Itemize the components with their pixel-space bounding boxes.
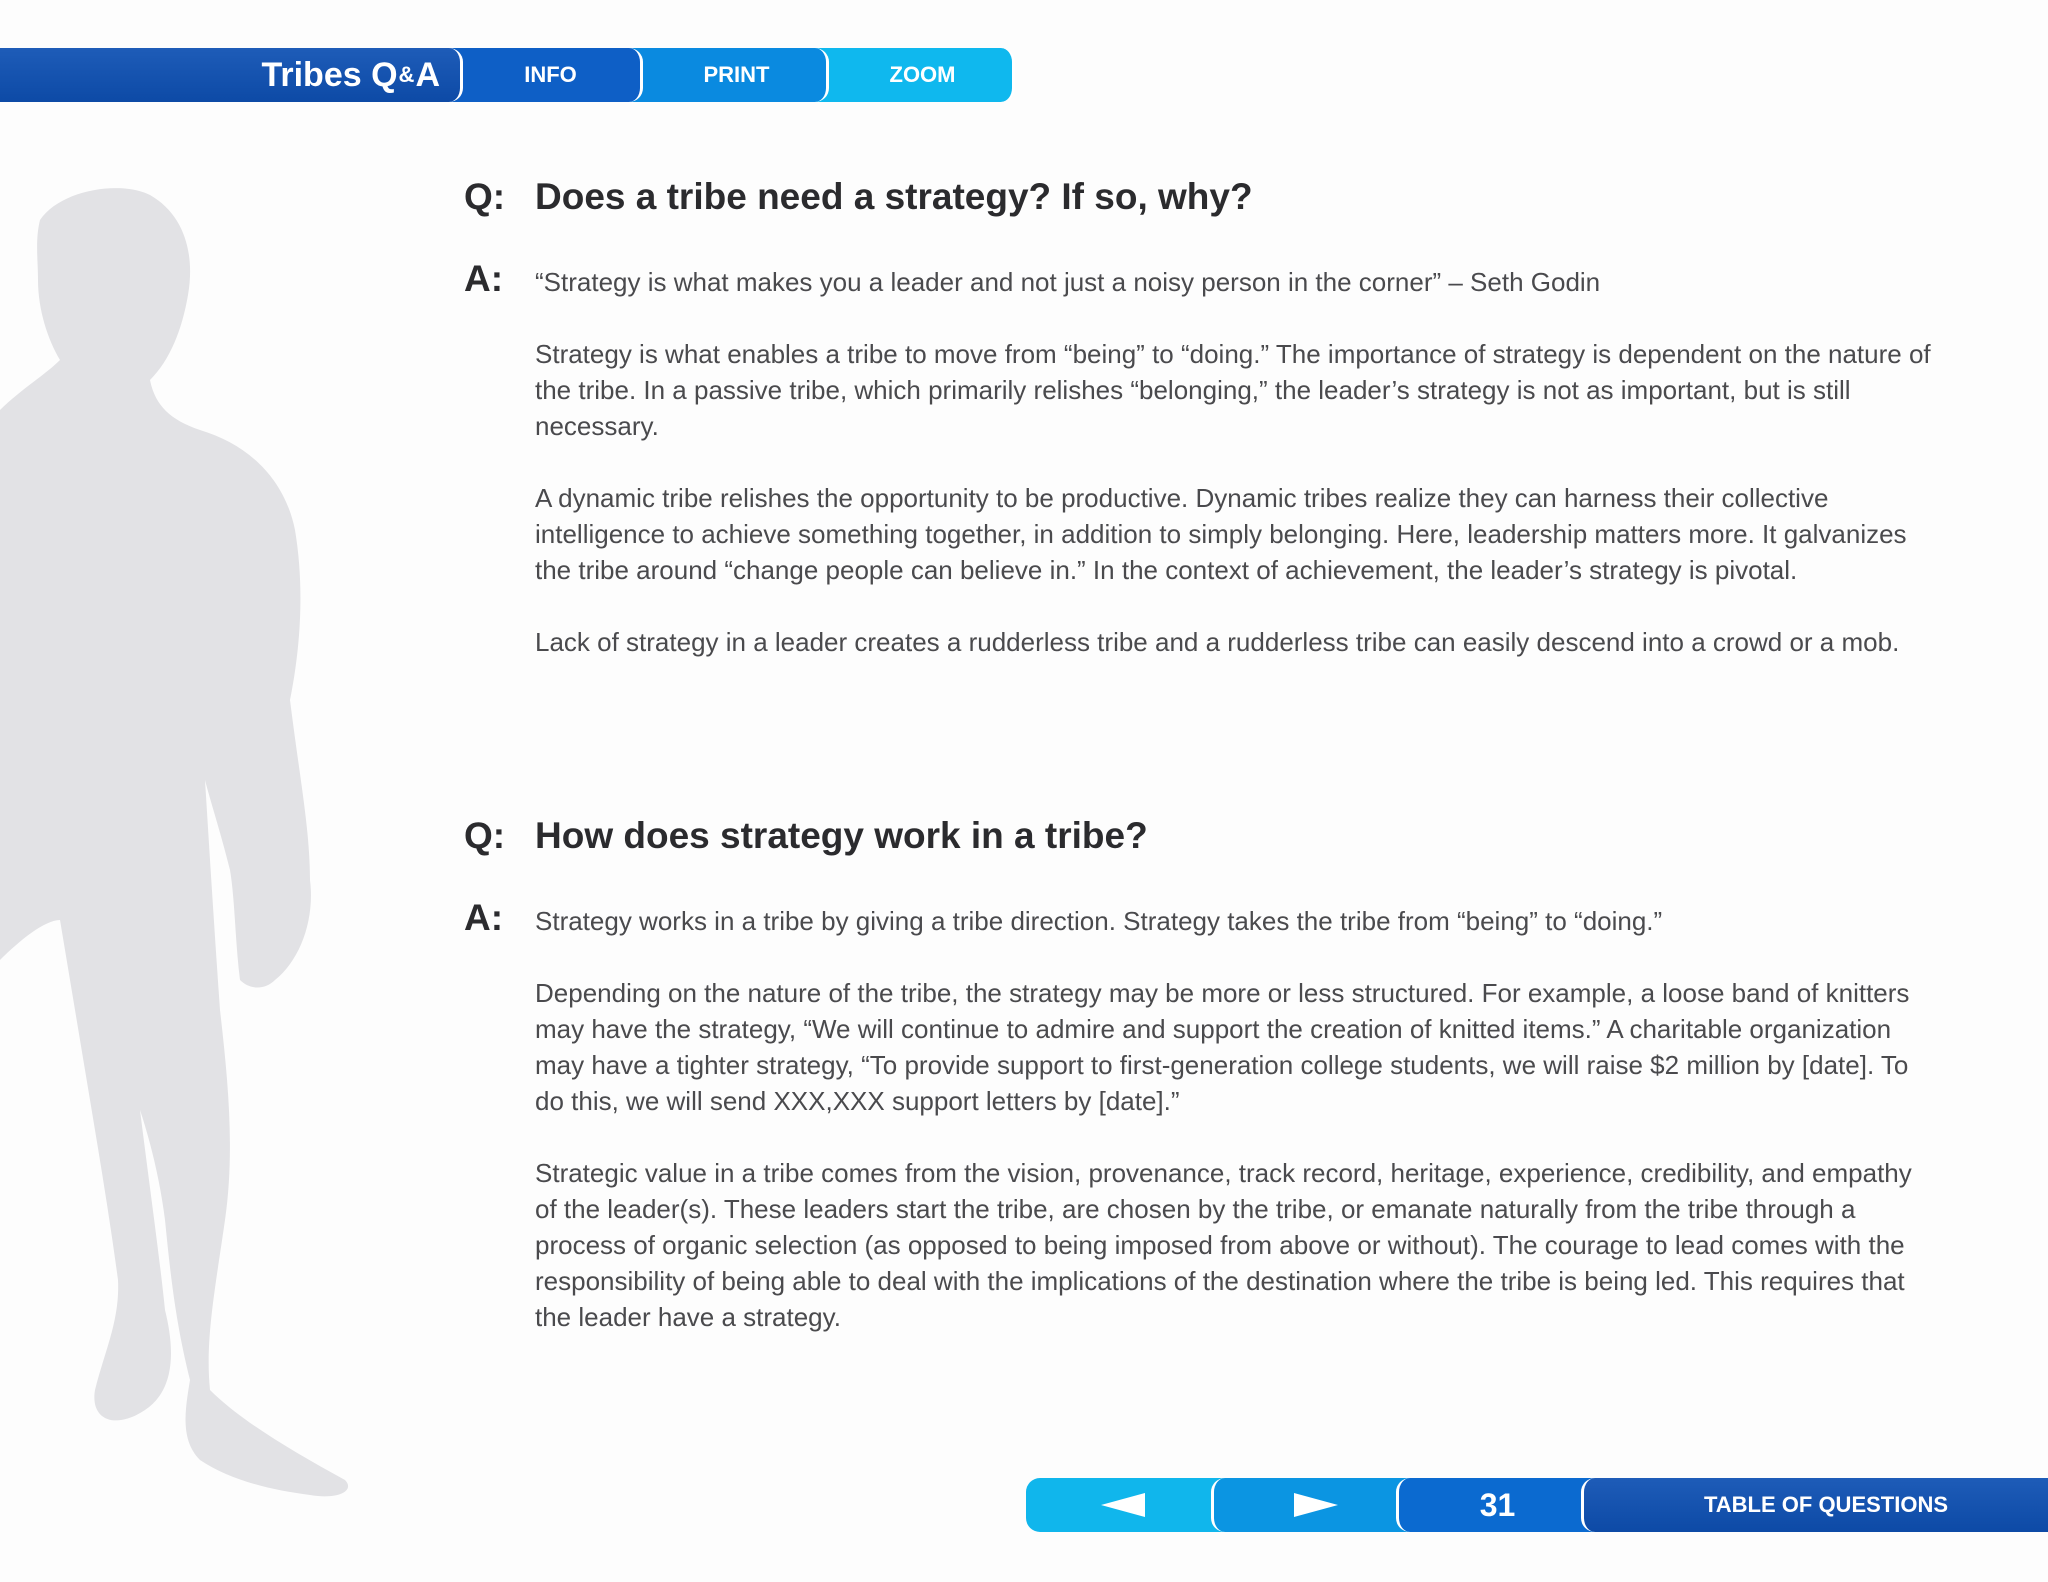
previous-page-button[interactable]	[1026, 1478, 1226, 1532]
question-label: Q:	[464, 176, 506, 217]
question-heading: How does strategy work in a tribe?	[535, 815, 1148, 856]
top-nav	[0, 48, 1025, 102]
answer-paragraph: A dynamic tribe relishes the opportunity to be productive. Dynamic tribes realize they can harness their collective intelligence to achieve something together, in addition to simply belonging. Here, leadership matters more. It galvanizes the tribe around “change people can believe in.” In the context of achievement, the leader’s strategy is pivotal.	[535, 483, 1907, 585]
tab-zoom-label: ZOOM	[889, 62, 956, 87]
answer-body	[535, 264, 1935, 660]
answer-label: A:	[464, 258, 504, 299]
tab-info[interactable]	[443, 48, 643, 102]
brand-title-end: A	[415, 55, 440, 94]
answer-paragraph: Strategy works in a tribe by giving a tribe direction. Strategy takes the tribe from “being” to “doing.”	[535, 906, 1663, 936]
question-heading: Does a tribe need a strategy? If so, why?	[535, 176, 1253, 217]
tab-info-label: INFO	[524, 62, 577, 87]
answer-paragraph: “Strategy is what makes you a leader and not just a noisy person in the corner” – Seth Godin	[535, 267, 1601, 297]
tab-print[interactable]	[629, 48, 829, 102]
brand-title-amp: &	[398, 62, 415, 87]
question-row	[464, 176, 1864, 218]
answer-paragraph: Lack of strategy in a leader creates a rudderless tribe and a rudderless tribe can easily descend into a crowd or a mob.	[535, 627, 1900, 657]
bottom-nav	[1026, 1478, 2048, 1532]
page-number	[1396, 1478, 1596, 1532]
tab-zoom[interactable]	[815, 48, 1015, 102]
table-of-questions-button[interactable]	[1581, 1478, 2048, 1532]
tab-print-label: PRINT	[703, 62, 770, 87]
page-number-label: 31	[1479, 1486, 1516, 1523]
table-of-questions-label: TABLE OF QUESTIONS	[1703, 1492, 1949, 1517]
question-row	[464, 815, 1864, 857]
answer-paragraph: Strategic value in a tribe comes from the vision, provenance, track record, heritage, experience, credibility, and empathy of the leader(s). These leaders start the tribe, are chosen by the tribe, or emanate naturally from the tribe through a process of organic selection (as opposed to being imposed from above or without). The courage to lead comes with the responsibility of being able to deal with the implications of the destination where the tribe is being led. This requires that the leader have a strategy.	[535, 1158, 1912, 1332]
answer-paragraph: Depending on the nature of the tribe, the strategy may be more or less structured. For example, a loose band of knitters may have the strategy, “We will continue to admire and support the creation of knitted items.” A charitable organization may have a tighter strategy, “To provide support to first-generation college students, we will raise $2 million by [date]. To do this, we will send XXX,XXX support letters by [date].”	[535, 978, 1910, 1116]
next-page-button[interactable]	[1211, 1478, 1411, 1532]
brand-title-main: Tribes Q	[261, 55, 398, 94]
qa-block-1	[464, 176, 1931, 660]
answer-label: A:	[464, 897, 504, 938]
arrow-left-icon	[1101, 1493, 1151, 1517]
question-label: Q:	[464, 815, 506, 856]
answer-row	[464, 258, 1931, 660]
answer-row	[464, 897, 1912, 1335]
answer-paragraph: Strategy is what enables a tribe to move from “being” to “doing.” The importance of strategy is dependent on the nature of the tribe. In a passive tribe, which primarily relishes “belonging,” the leader’s strategy is not as important, but is still necessary.	[535, 339, 1931, 441]
person-silhouette-image	[0, 180, 360, 1560]
qa-block-2	[464, 815, 1912, 1335]
arrow-right-icon	[1288, 1493, 1338, 1517]
brand-title[interactable]	[0, 48, 463, 102]
answer-body	[535, 903, 1935, 1335]
